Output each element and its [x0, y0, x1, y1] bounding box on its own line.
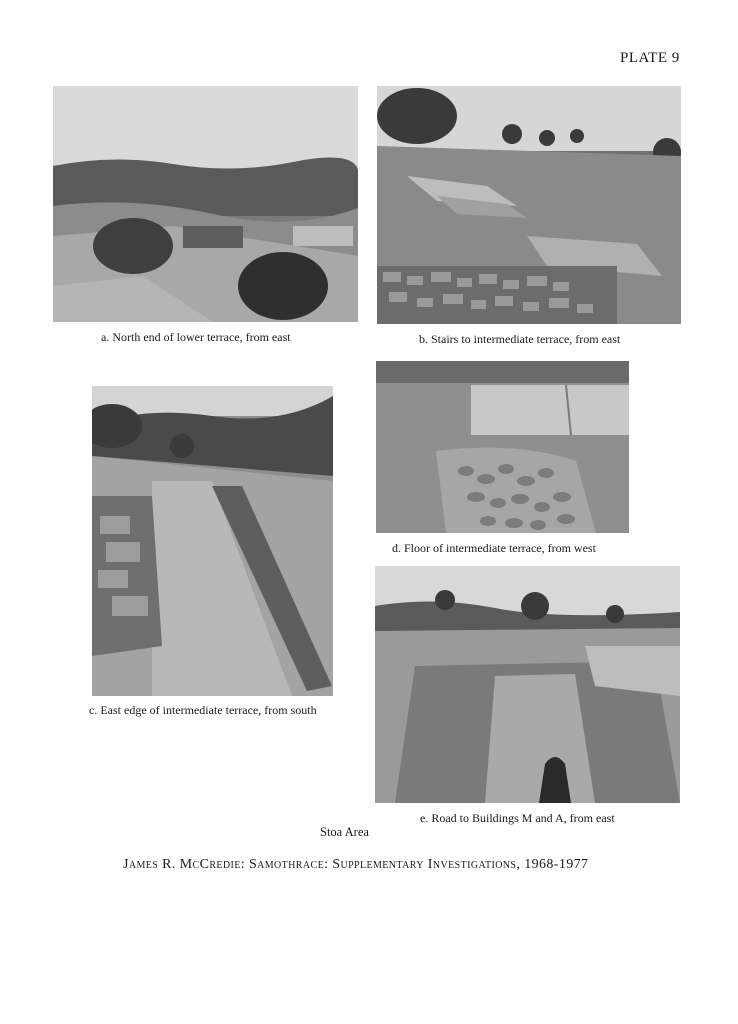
- area-label: Stoa Area: [320, 825, 369, 839]
- footer-citation: James R. McCredie: Samothrace: Supplementary Investigations, 1968-1977: [123, 857, 589, 872]
- caption-b: b. Stairs to intermediate terrace, from east: [419, 332, 621, 346]
- photo-b: [377, 86, 681, 324]
- photo-c-image: [92, 386, 333, 696]
- photo-b-image: [377, 86, 681, 324]
- photo-e-image: [375, 566, 680, 803]
- caption-d: d. Floor of intermediate terrace, from west: [392, 541, 596, 555]
- photo-a-image: [53, 86, 358, 322]
- photo-d-image: [376, 361, 629, 533]
- caption-e: e. Road to Buildings M and A, from east: [420, 811, 615, 825]
- photo-d: [376, 361, 629, 533]
- caption-a: a. North end of lower terrace, from east: [101, 330, 291, 344]
- photo-c: [92, 386, 333, 696]
- photo-e: [375, 566, 680, 803]
- photo-a: [53, 86, 358, 322]
- caption-c: c. East edge of intermediate terrace, from south: [89, 703, 317, 717]
- plate-number: PLATE 9: [620, 50, 680, 66]
